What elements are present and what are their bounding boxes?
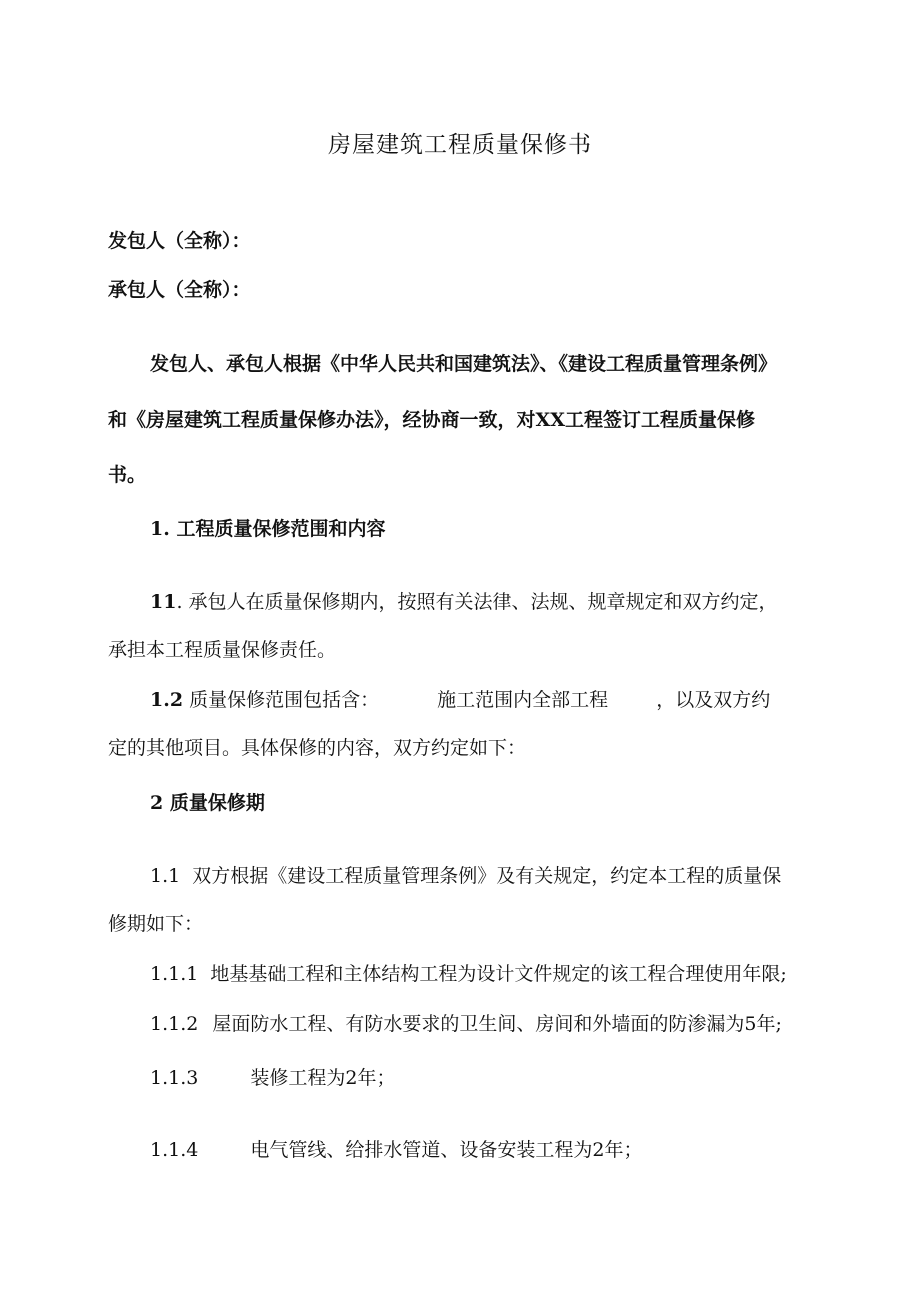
item-1-1-line-2: 承担本工程质量保修责任。 xyxy=(108,639,337,661)
item-1-1-4-number: 1.1.4 xyxy=(150,1139,199,1161)
item-1-1-3-number: 1.1.3 xyxy=(150,1067,199,1089)
item-1-1-text: . 承包人在质量保修期内，按照有关法律、法规、规章规定和双方约定， xyxy=(176,591,778,613)
item-1-1-number: 11 xyxy=(150,591,177,613)
item-1-1-3-text: 装修工程为2年； xyxy=(250,1067,396,1089)
section-1-heading: 1. 工程质量保修范围和内容 xyxy=(150,518,386,540)
item-1-2-line-1 xyxy=(150,688,770,712)
item-1-2-label: 质量保修范围包括含： xyxy=(189,689,380,711)
item-2-1-1-line-1 xyxy=(150,864,781,888)
item-1-1-3 xyxy=(150,1066,395,1090)
contractor-label: 承包人（全称）： xyxy=(108,279,251,301)
item-1-2-line-2: 定的其他项目。具体保修的内容，双方约定如下： xyxy=(108,737,527,759)
item-1-1-4-text: 电气管线、给排水管道、设备安装工程为2年； xyxy=(250,1139,643,1161)
item-2-1-1-number: 1.1 xyxy=(150,865,181,887)
item-1-1-line-1 xyxy=(150,590,778,614)
item-2-1-1-text: 双方根据《建设工程质量管理条例》及有关规定，约定本工程的质量保 xyxy=(192,865,782,887)
document-title: 房屋建筑工程质量保修书 xyxy=(328,132,592,158)
item-1-2-number: 1.2 xyxy=(150,689,184,711)
item-1-1-2-number: 1.1.2 xyxy=(150,1013,199,1035)
intro-line-1: 发包人、承包人根据《中华人民共和国建筑法》、《建设工程质量管理条例》 xyxy=(150,353,778,375)
item-1-1-4 xyxy=(150,1138,642,1162)
item-1-1-2-text: 屋面防水工程、有防水要求的卫生间、房间和外墙面的防渗漏为5年; xyxy=(212,1013,782,1035)
item-1-1-1 xyxy=(150,962,787,986)
item-1-1-2 xyxy=(150,1012,782,1036)
intro-line-2: 和《房屋建筑工程质量保修办法》，经协商一致，对XX工程签订工程质量保修 xyxy=(108,409,755,431)
item-1-2-scope-value: 施工范围内全部工程 xyxy=(437,689,609,711)
item-1-1-1-number: 1.1.1 xyxy=(150,963,199,985)
section-2-heading: 2 质量保修期 xyxy=(150,792,265,814)
employer-label: 发包人（全称）： xyxy=(108,230,251,252)
item-1-1-1-text: 地基基础工程和主体结构工程为设计文件规定的该工程合理使用年限; xyxy=(210,963,787,985)
intro-line-3: 书。 xyxy=(108,464,147,486)
item-1-2-tail: ，以及双方约 xyxy=(656,689,771,711)
item-2-1-1-line-2: 修期如下： xyxy=(108,913,204,935)
